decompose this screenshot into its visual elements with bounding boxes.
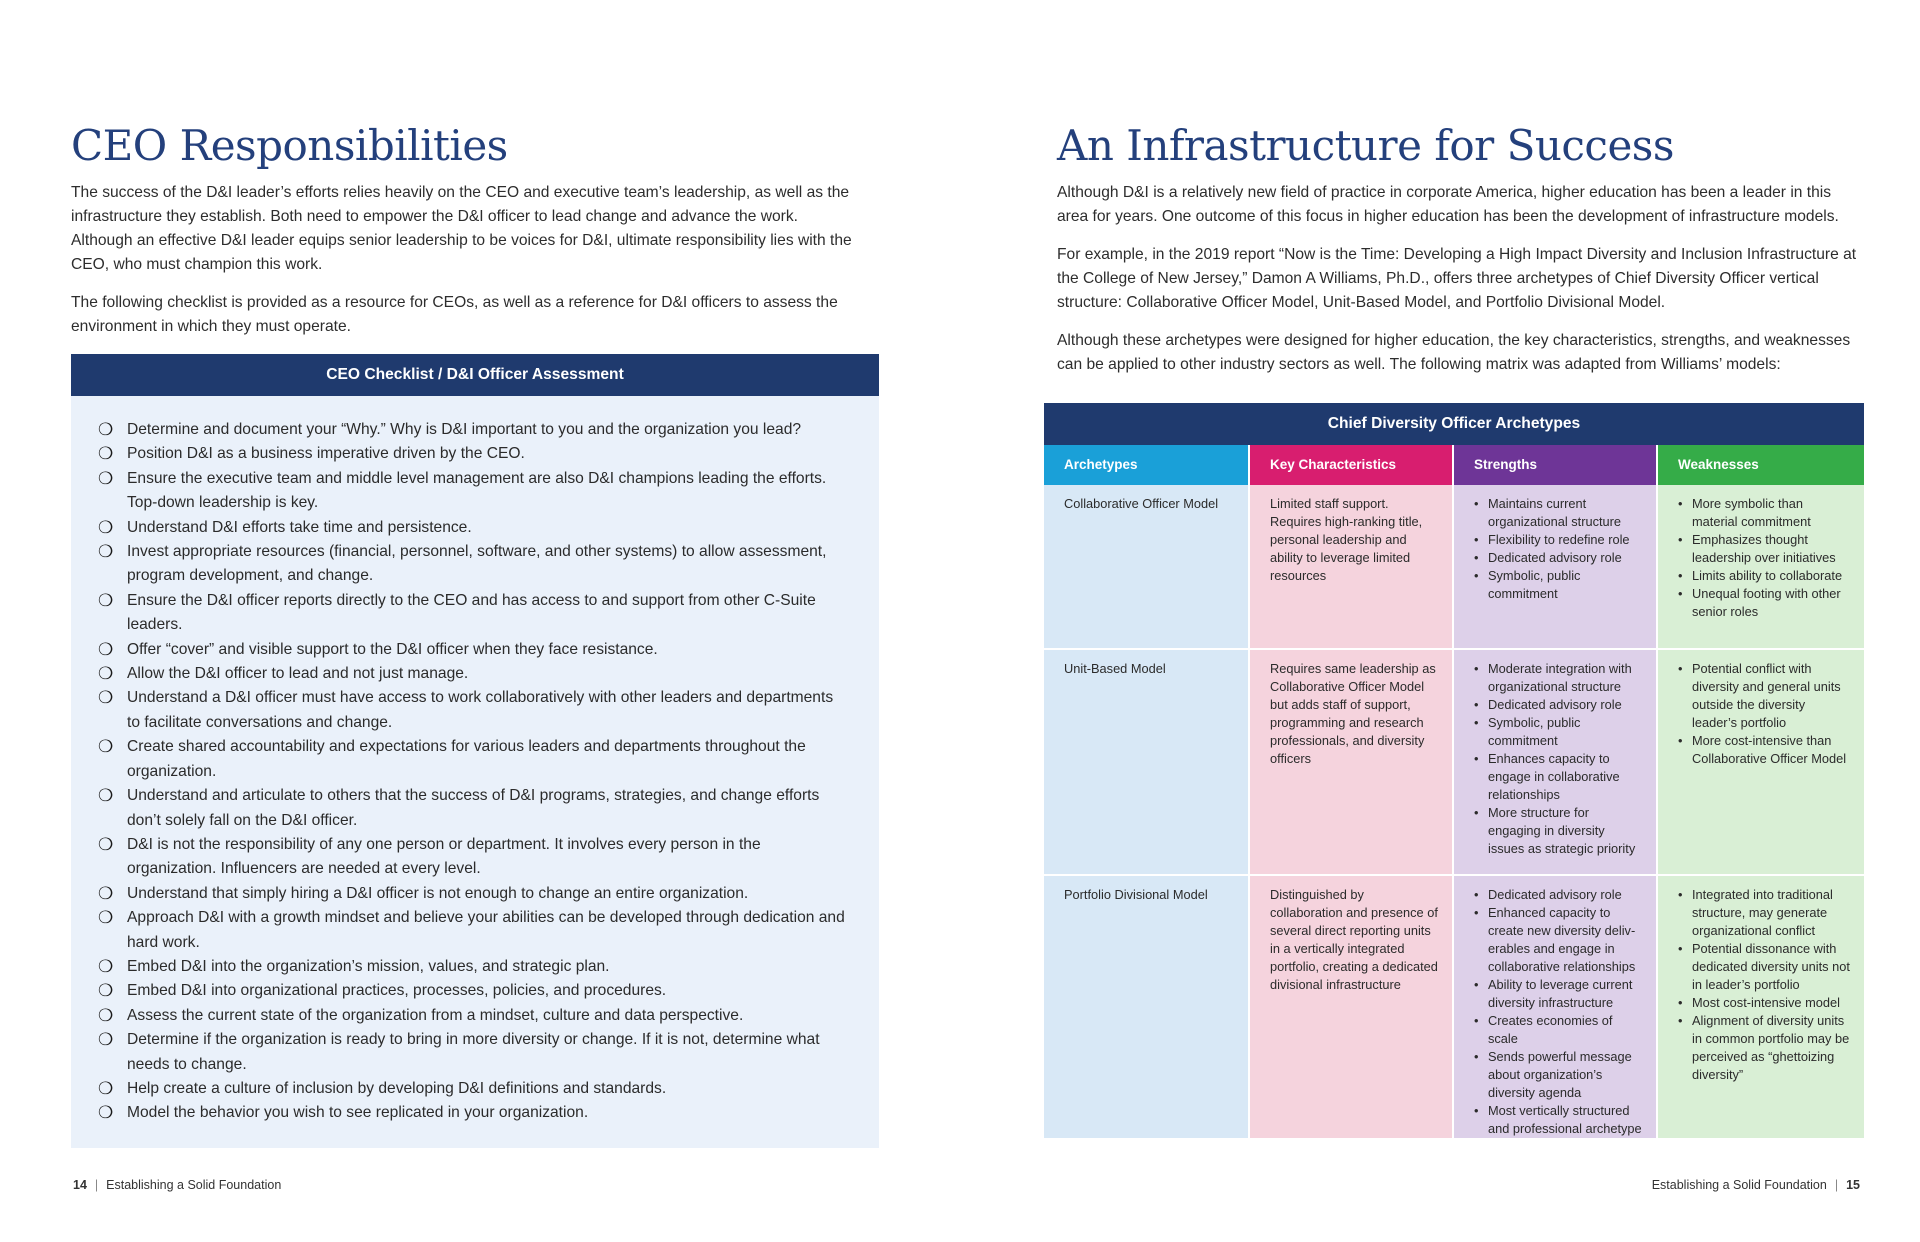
table-heading: Chief Diversity Officer Archetypes xyxy=(1044,403,1864,445)
intro-paragraph: The following checklist is provided as a resource for CEOs, as well as a reference for D&I officers to assess the environment in which they must operate. xyxy=(71,294,838,335)
table-cell-weaknesses xyxy=(1656,648,1864,874)
footer-section-title: Establishing a Solid Foundation xyxy=(106,1178,282,1192)
table-cell-key: Distinguished by collaboration and presence of several direct reporting units in a vertically integrated portfolio, creating a dedicated divisional infrastructure xyxy=(1248,874,1452,1138)
table-cell-weaknesses xyxy=(1656,485,1864,648)
checklist-item[interactable] xyxy=(98,1004,849,1028)
footer-section-title: Establishing a Solid Foundation xyxy=(1651,1178,1827,1192)
checklist-item-text: Understand D&I efforts take time and persistence. xyxy=(127,518,472,536)
page-title: CEO Responsibilities xyxy=(71,121,508,170)
checklist-item-text: Embed D&I into organizational practices, processes, policies, and procedures. xyxy=(127,982,667,1000)
checkbox-icon[interactable]: ❍ xyxy=(98,517,114,537)
intro-paragraph: Although these archetypes were designed for higher education, the key characteristics, strengths, and weaknesses can be applied to other industry sectors as well. The following matrix was adapted from Williams’ models: xyxy=(1057,332,1851,373)
checklist-item[interactable] xyxy=(98,882,849,906)
table-cell-strengths xyxy=(1452,648,1656,874)
page-title: An Infrastructure for Success xyxy=(1057,121,1674,170)
table-cell-key: Limited staff support. Requires high-ranking title, personal leadership and ability to leverage limited resources xyxy=(1248,485,1452,648)
checklist-item[interactable] xyxy=(98,589,849,638)
table-grid xyxy=(1044,445,1864,1138)
checkbox-icon[interactable]: ❍ xyxy=(98,1005,114,1025)
intro-paragraph: The success of the D&I leader’s efforts relies heavily on the CEO and executive team’s leadership, as well as the infrastructure they establish. Both need to empower the D&I officer to lead change and advance the work. Although an effective D&I leader equips senior leadership to be voices for D&I, ultimate responsibility lies with the CEO, who must champion this work. xyxy=(71,184,852,273)
intro-paragraph: For example, in the 2019 report “Now is the Time: Developing a High Impact Diversity and Inclusion Infrastructure at the College of New Jersey,” Damon A Williams, Ph.D., offers three archetypes of Chief Diversity Officer vertical structure: Collaborative Officer Model, Unit-Based Model, and Portfolio Divisional Model. xyxy=(1057,246,1857,311)
weakness-item: • More symbolic than material commitment xyxy=(1678,495,1850,531)
strength-item: • Most vertically structured and professional archetype xyxy=(1474,1102,1642,1138)
column-header-weaknesses: Weaknesses xyxy=(1656,445,1864,485)
checkbox-icon[interactable]: ❍ xyxy=(98,420,114,439)
strength-item: • Dedicated advisory role xyxy=(1474,886,1642,904)
checkbox-icon[interactable]: ❍ xyxy=(98,883,114,903)
table-cell-archetype: Collaborative Officer Model xyxy=(1044,485,1248,648)
checklist-item[interactable] xyxy=(98,979,849,1003)
checklist-item-text: D&I is not the responsibility of any one person or department. It involves every person in the organization. Influencers are needed at every level. xyxy=(127,835,761,878)
checkbox-icon[interactable]: ❍ xyxy=(98,737,114,757)
checklist-item-text: Approach D&I with a growth mindset and believe your abilities can be developed through dedication and hard work. xyxy=(127,909,845,951)
page-number: 15 xyxy=(1846,1178,1860,1192)
checklist-item[interactable] xyxy=(98,418,849,442)
weakness-item: • Alignment of diversity units in common portfolio may be perceived as “ghettoizing diversity” xyxy=(1678,1012,1850,1084)
footer-separator: | xyxy=(1834,1178,1839,1192)
strength-item: • Sends powerful message about organization’s diversity agenda xyxy=(1474,1048,1642,1102)
checklist-item[interactable] xyxy=(98,516,849,540)
weakness-item: • Potential conflict with diversity and general units outside the diversity leader’s portfolio xyxy=(1678,660,1850,732)
weakness-item: • Most cost-intensive model xyxy=(1678,994,1850,1012)
checklist-item[interactable] xyxy=(98,784,849,833)
checkbox-icon[interactable]: ❍ xyxy=(98,1030,114,1050)
checkbox-icon[interactable]: ❍ xyxy=(98,590,114,610)
intro-paragraph: Although D&I is a relatively new field of practice in corporate America, higher education has been a leader in this area for years. One outcome of this focus in higher education has been the development of infrastructure models. xyxy=(1057,184,1839,225)
checklist-item-text: Understand a D&I officer must have access to work collaboratively with other leaders and departments to facilitate conversations and change. xyxy=(127,689,834,731)
checklist-item[interactable] xyxy=(98,540,849,589)
checklist-item-text: Understand that simply hiring a D&I officer is not enough to change an entire organization. xyxy=(127,884,749,902)
page-footer xyxy=(1652,1178,1860,1192)
table-cell-archetype: Portfolio Divisional Model xyxy=(1044,874,1248,1138)
checkbox-icon[interactable]: ❍ xyxy=(98,664,114,684)
checkbox-icon[interactable]: ❍ xyxy=(98,786,114,806)
strength-item: • Ability to leverage current diversity infrastructure xyxy=(1474,976,1642,1012)
checkbox-icon[interactable]: ❍ xyxy=(98,1078,114,1098)
checklist-item-text: Understand and articulate to others that the success of D&I programs, strategies, and change efforts don’t solely fall on the D&I officer. xyxy=(127,787,820,829)
checklist-item[interactable] xyxy=(98,467,849,516)
table-cell-weaknesses xyxy=(1656,874,1864,1138)
checklist-item[interactable] xyxy=(98,1028,849,1077)
weakness-item: • Limits ability to collaborate xyxy=(1678,567,1850,585)
checklist-item[interactable] xyxy=(98,955,849,979)
checklist-item-text: Embed D&I into the organization’s mission, values, and strategic plan. xyxy=(127,957,610,975)
checklist-item-text: Invest appropriate resources (financial, personnel, software, and other systems) to allow assessment, program development, and change. xyxy=(127,543,827,585)
table-cell-strengths xyxy=(1452,485,1656,648)
intro-text xyxy=(1057,181,1857,391)
strength-item: • Dedicated advisory role xyxy=(1474,696,1642,714)
strength-item: • Creates economies of scale xyxy=(1474,1012,1642,1048)
checkbox-icon[interactable]: ❍ xyxy=(98,956,114,976)
strength-item: • Enhanced capacity to create new diversity deliv-erables and engage in collaborative relationships xyxy=(1474,904,1642,976)
weakness-item: • Emphasizes thought leadership over initiatives xyxy=(1678,531,1850,567)
checklist-heading: CEO Checklist / D&I Officer Assessment xyxy=(71,354,879,396)
weakness-item: • Unequal footing with other senior roles xyxy=(1678,585,1850,621)
checklist-item-text: Position D&I as a business imperative driven by the CEO. xyxy=(127,445,525,463)
page-number: 14 xyxy=(73,1178,87,1192)
strength-item: • Symbolic, public commitment xyxy=(1474,567,1642,603)
checkbox-icon[interactable]: ❍ xyxy=(98,542,114,562)
checklist-item-text: Ensure the executive team and middle level management are also D&I champions leading the efforts. Top-down leadership is key. xyxy=(127,469,827,512)
checklist-item-text: Ensure the D&I officer reports directly to the CEO and has access to and support from other C-Suite leaders. xyxy=(127,591,816,634)
strength-item: • Dedicated advisory role xyxy=(1474,549,1642,567)
table-cell-key: Requires same leadership as Collaborative Officer Model but adds staff of support, programming and research professionals, and diversity officers xyxy=(1248,648,1452,874)
weakness-item: • More cost-intensive than Collaborative Officer Model xyxy=(1678,732,1850,768)
weakness-item: • Potential dissonance with dedicated diversity units not in leader’s portfolio xyxy=(1678,940,1850,994)
checkbox-icon[interactable]: ❍ xyxy=(98,444,114,464)
checklist-item[interactable] xyxy=(98,1077,849,1101)
checklist-item[interactable] xyxy=(98,662,849,686)
checklist-item[interactable] xyxy=(98,906,849,955)
strength-item: • Flexibility to redefine role xyxy=(1474,531,1642,549)
column-header-key-characteristics: Key Characteristics xyxy=(1248,445,1452,485)
footer-separator: | xyxy=(94,1178,99,1192)
checklist-item-text: Determine if the organization is ready to bring in more diversity or change. If it is not, determine what needs to change. xyxy=(127,1031,820,1073)
checklist-item-text: Model the behavior you wish to see replicated in your organization. xyxy=(127,1104,589,1122)
strength-item: • Maintains current organizational structure xyxy=(1474,495,1642,531)
checkbox-icon[interactable]: ❍ xyxy=(98,688,114,708)
strength-item: • Moderate integration with organizational structure xyxy=(1474,660,1642,696)
checklist-item-text: Allow the D&I officer to lead and not just manage. xyxy=(127,665,469,683)
intro-text xyxy=(71,181,861,353)
checklist-item-text: Help create a culture of inclusion by developing D&I definitions and standards. xyxy=(127,1079,667,1097)
table-cell-archetype: Unit-Based Model xyxy=(1044,648,1248,874)
checkbox-icon[interactable]: ❍ xyxy=(98,468,114,488)
checklist-item[interactable] xyxy=(98,686,849,735)
checkbox-icon[interactable]: ❍ xyxy=(98,639,114,659)
checklist-item[interactable] xyxy=(98,638,849,662)
archetypes-table xyxy=(1044,403,1864,1138)
checkbox-icon[interactable]: ❍ xyxy=(98,834,114,854)
checklist-item[interactable] xyxy=(98,735,849,784)
checklist-list xyxy=(71,396,879,1126)
checklist-item[interactable] xyxy=(98,442,849,466)
checklist-item-text: Offer “cover” and visible support to the D&I officer when they face resistance. xyxy=(127,640,658,658)
checkbox-icon[interactable]: ❍ xyxy=(98,908,114,928)
checkbox-icon[interactable]: ❍ xyxy=(98,981,114,1001)
strength-item: • Symbolic, public commitment xyxy=(1474,714,1642,750)
checklist-item-text: Create shared accountability and expectations for various leaders and departments throughout the organization. xyxy=(127,738,806,780)
checkbox-icon[interactable]: ❍ xyxy=(98,1103,114,1123)
page-footer xyxy=(73,1178,281,1192)
column-header-archetypes: Archetypes xyxy=(1044,445,1248,485)
strength-item: • Enhances capacity to engage in collaborative relationships xyxy=(1474,750,1642,804)
checklist-item-text: Assess the current state of the organization from a mindset, culture and data perspective. xyxy=(127,1006,744,1024)
ceo-checklist-box xyxy=(71,354,879,1148)
table-cell-strengths xyxy=(1452,874,1656,1138)
weakness-item: • Integrated into traditional structure, may generate organizational conflict xyxy=(1678,886,1850,940)
column-header-strengths: Strengths xyxy=(1452,445,1656,485)
checklist-item-text: Determine and document your “Why.” Why is D&I important to you and the organization you lead? xyxy=(127,421,802,438)
checklist-item[interactable] xyxy=(98,1101,849,1125)
checklist-item[interactable] xyxy=(98,833,849,882)
strength-item: • More structure for engaging in diversity issues as strategic priority xyxy=(1474,804,1642,858)
